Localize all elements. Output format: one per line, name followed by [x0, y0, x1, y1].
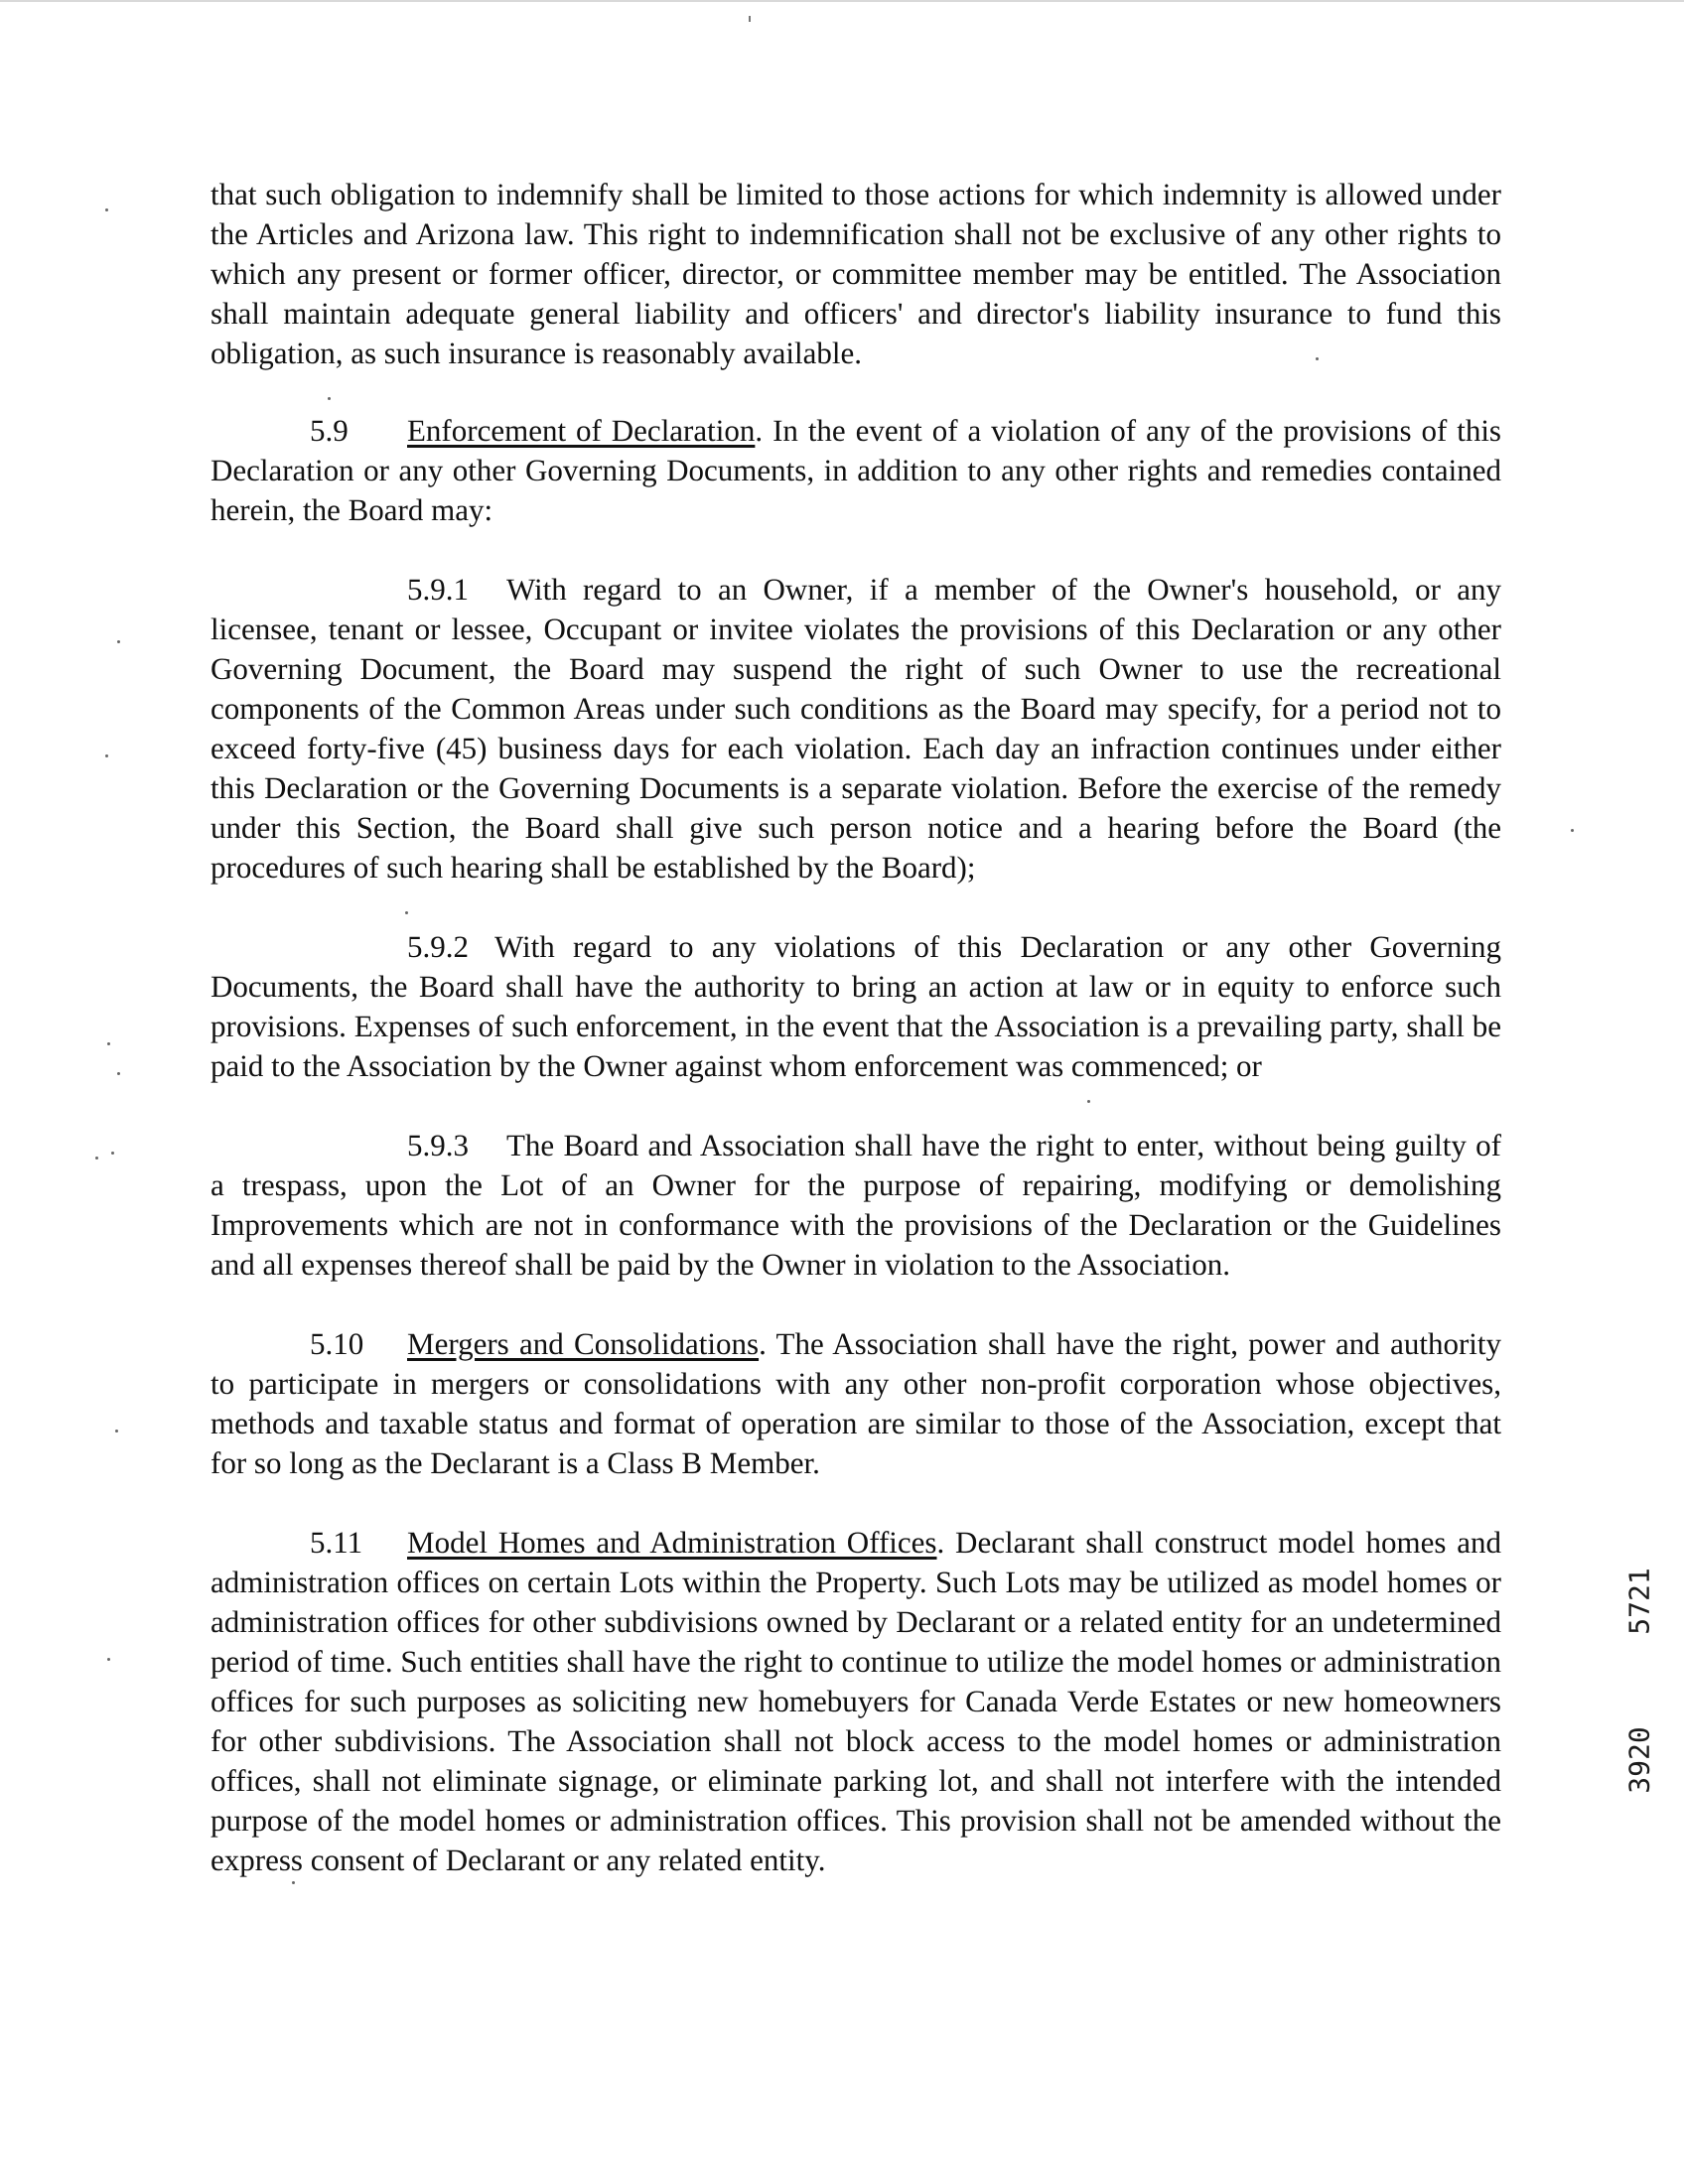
paragraph-indemnification-continued: [210, 175, 1501, 373]
stamp-number-part2: 5721: [1623, 1568, 1656, 1635]
scan-speck: [105, 208, 108, 211]
section-heading: Enforcement of Declaration: [407, 413, 756, 448]
scan-speck: [328, 397, 331, 400]
scan-speck: [117, 640, 120, 643]
section-5-10: [210, 1324, 1501, 1483]
section-number: 5.9.2: [407, 929, 469, 964]
section-number: 5.11: [310, 1525, 363, 1560]
scan-speck: [107, 1658, 110, 1661]
section-5-9-2: [210, 927, 1501, 1086]
scan-speck: [111, 1152, 114, 1155]
section-5-9: [210, 411, 1501, 530]
section-text: . In the event of a violation of any of the provisions of this Declaration or any other Governing Documents, in addition to any other rights and remedies contained herein, the Board may:: [210, 413, 1501, 527]
scan-speck: [1571, 829, 1574, 832]
section-text: With regard to an Owner, if a member of the Owner's household, or any licensee, tenant or lessee, Occupant or invitee violates the provisions of this Declaration or any other Governing Document, the Board may suspend the right of such Owner to use the recreational components of the Common Areas under such conditions as the Board may specify, for a period not to exceed forty-five (45) business days for each violation. Each day an infraction continues under either this Declaration or the Governing Documents is a separate violation. Before the exercise of the remedy under this Section, the Board shall give such person notice and a hearing before the Board (the procedures of such hearing shall be established by the Board);: [210, 572, 1501, 885]
section-text: The Board and Association shall have the right to enter, without being guilty of a trespass, upon the Lot of an Owner for the purpose of repairing, modifying or demolishing Improvements which are not in conformance with the provisions of the Declaration or the Guidelines and all expenses thereof shall be paid by the Owner in violation to the Association.: [210, 1128, 1501, 1282]
scan-mark: [749, 16, 751, 22]
section-heading: Mergers and Consolidations: [407, 1326, 760, 1361]
paragraph-text: that such obligation to indemnify shall be limited to those actions for which indemnity is allowed under the Articles and Arizona law. This right to indemnification shall not be exclusive of any other rights to which any present or former officer, director, or committee member may be entitled. The Association shall maintain adequate general liability and officers' and director's liability insurance to fund this obligation, as such insurance is reasonably available.: [210, 177, 1501, 370]
section-text: . The Association shall have the right, power and authority to participate in mergers or consolidations with any other non-profit corporation whose objectives, methods and taxable status and format of operation are similar to those of the Association, except that for so long as the Declarant is a Class B Member.: [210, 1326, 1501, 1480]
scan-speck: [405, 911, 408, 914]
section-text: With regard to any violations of this Declaration or any other Governing Documents, the Board shall have the authority to bring an action at law or in equity to enforce such provisions. Expenses of such enforcement, in the event that the Association is a prevailing party, shall be paid to the Association by the Owner against whom enforcement was commenced; or: [210, 929, 1501, 1083]
scan-speck: [107, 1042, 110, 1045]
section-5-9-1: [210, 570, 1501, 887]
section-5-9-3: [210, 1126, 1501, 1285]
section-number: 5.9.1: [407, 572, 469, 607]
scan-speck: [117, 1072, 120, 1075]
document-body: [210, 175, 1501, 1920]
section-number: 5.9: [310, 413, 349, 448]
section-5-11: [210, 1523, 1501, 1880]
scan-speck: [115, 1430, 118, 1433]
scan-speck: [292, 1881, 295, 1884]
scan-speck: [95, 1157, 98, 1160]
scan-speck: [1087, 1100, 1090, 1103]
stamp-number-part1: 3920: [1623, 1726, 1656, 1794]
section-heading: Model Homes and Administration Offices: [407, 1525, 937, 1560]
scan-speck: [1316, 357, 1319, 360]
section-text: . Declarant shall construct model homes and administration offices on certain Lots within the Property. Such Lots may be utilized as model homes or administration offices for other subdivisions owned by Declarant or a related entity for an undetermined period of time. Such entities shall have the right to continue to utilize the model homes or administration offices for such purposes as soliciting new homebuyers for Canada Verde Estates or new homeowners for other subdivisions. The Association shall not block access to the model homes or administration offices, shall not eliminate signage, or eliminate parking lot, and shall not interfere with the intended purpose of the model homes or administration offices. This provision shall not be amended without the express consent of Declarant or any related entity.: [210, 1525, 1501, 1877]
section-number: 5.10: [310, 1326, 364, 1361]
recording-stamp: [1620, 1557, 1660, 1894]
section-number: 5.9.3: [407, 1128, 469, 1162]
scan-speck: [105, 754, 108, 757]
scan-edge: [0, 0, 1684, 2]
